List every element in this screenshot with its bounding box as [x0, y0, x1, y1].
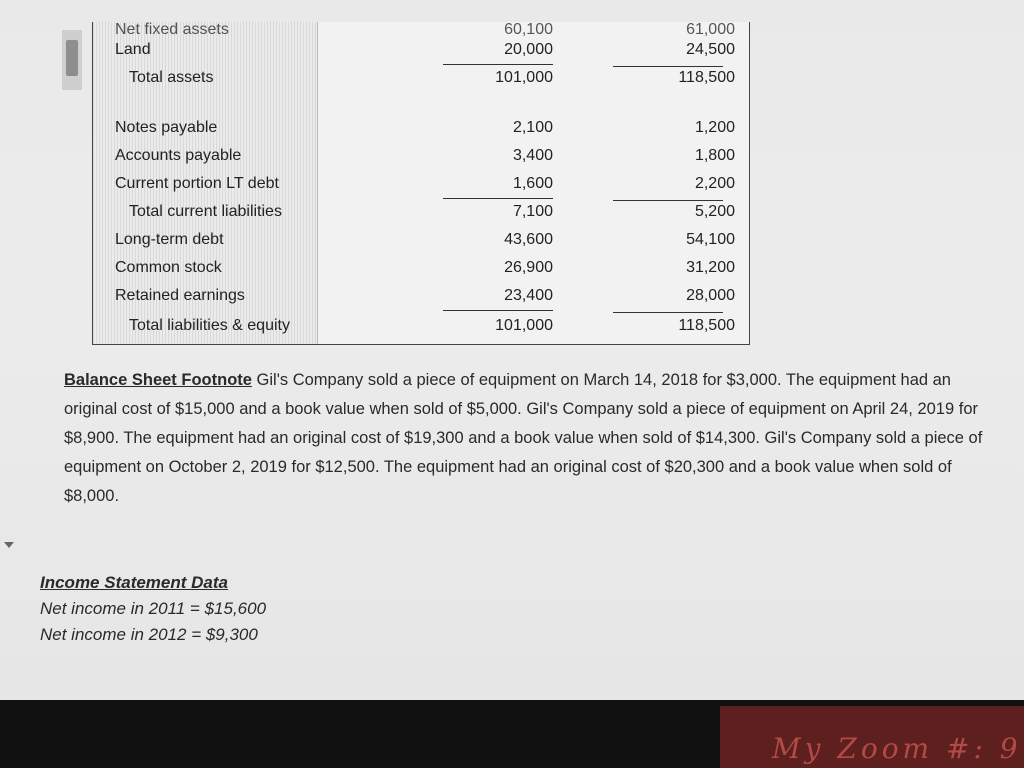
value-2018: 101,000: [495, 69, 553, 86]
collapse-arrow-icon[interactable]: [4, 542, 14, 548]
net-income-2012: Net income in 2012 = $9,300: [40, 625, 258, 644]
income-title: Income Statement Data: [40, 573, 228, 592]
value-2018: 43,600: [504, 231, 553, 248]
balance-sheet-table: [92, 22, 750, 345]
row-label: Notes payable: [115, 119, 218, 136]
table-row: [93, 66, 749, 90]
value-2019: 2,200: [694, 175, 735, 192]
underline: [443, 198, 553, 199]
row-label: Long-term debt: [115, 231, 224, 248]
value-2019: 24,500: [686, 41, 735, 58]
value-2019: 28,000: [686, 287, 735, 304]
income-statement-data: [40, 570, 540, 648]
value-2018: 1,600: [512, 175, 553, 192]
row-label: Accounts payable: [115, 147, 242, 164]
net-income-2011: Net income in 2011 = $15,600: [40, 599, 267, 618]
value-2019: 118,500: [678, 69, 735, 86]
value-2018: 3,400: [512, 147, 553, 164]
table-row: [93, 256, 749, 280]
table-row: [93, 228, 749, 252]
value-2019: 31,200: [686, 259, 735, 276]
table-row: [93, 314, 749, 338]
table-row: [93, 284, 749, 308]
underline: [613, 312, 723, 313]
footnote-title: Balance Sheet Footnote: [64, 371, 252, 389]
footnote-text: Gil's Company sold a piece of equipment on March 14, 2018 for $3,000. The equipment had an original cost of $15,000 and a book value when sold of $5,000. Gil's Company sold a piece of equipment on April 24, 2019 for $8,900. The equipment had an original cost of $19,300 and a book value when sold of $14,300. Gil's Company sold a piece of equipment on October 2, 2019 for $12,500. The equipment had an original cost of $20,300 and a book value when sold of $8,000.: [64, 371, 983, 505]
table-row: [93, 38, 749, 62]
underline: [443, 64, 553, 65]
row-label: Total assets: [129, 69, 214, 86]
value-2018: 2,100: [512, 119, 553, 136]
handwritten-note: [720, 706, 1024, 768]
table-row: [93, 144, 749, 168]
value-2018: 26,900: [504, 259, 553, 276]
value-2018: 60,100: [504, 21, 553, 38]
row-label: Retained earnings: [115, 287, 245, 304]
row-label: Land: [115, 41, 151, 58]
value-2018: 7,100: [512, 203, 553, 220]
table-row: [93, 200, 749, 224]
row-label: Total current liabilities: [129, 203, 282, 220]
value-2018: 101,000: [495, 317, 553, 334]
value-2019: 1,200: [694, 119, 735, 136]
row-label: Current portion LT debt: [115, 175, 279, 192]
value-2019: 61,000: [686, 21, 735, 38]
value-2018: 23,400: [504, 287, 553, 304]
row-label: Total liabilities & equity: [129, 317, 290, 334]
value-2018: 20,000: [504, 41, 553, 58]
value-2019: 1,800: [694, 147, 735, 164]
underline: [443, 310, 553, 311]
row-label: Net fixed assets: [115, 21, 229, 38]
table-row: [93, 172, 749, 196]
value-2019: 118,500: [678, 317, 735, 334]
row-label: Common stock: [115, 259, 222, 276]
table-row: [93, 116, 749, 140]
value-2019: 5,200: [694, 203, 735, 220]
handwritten-text: My Zoom #: 9: [772, 732, 1022, 765]
balance-sheet-footnote: [64, 366, 984, 511]
scrollbar-thumb[interactable]: [66, 40, 78, 76]
value-2019: 54,100: [686, 231, 735, 248]
